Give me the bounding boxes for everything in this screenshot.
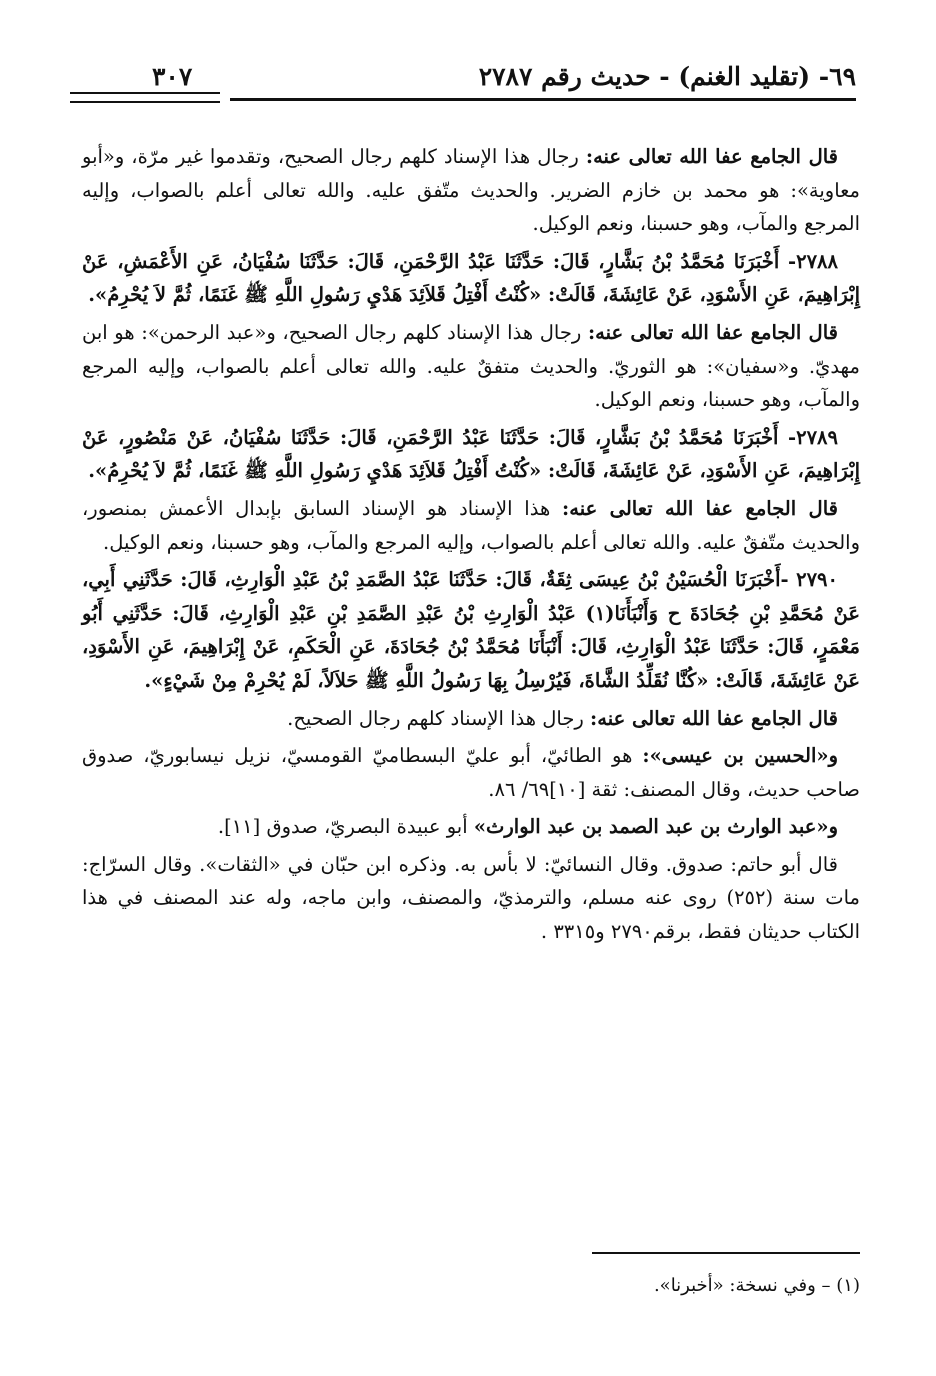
paragraph-comment bbox=[82, 140, 860, 241]
paragraph-text: ٢٧٩٠ -أَخْبَرَنَا الْحُسَيْنُ بْنُ عِيسَى ثِقَةٌ، قَالَ: حَدَّثَنَا عَبْدُ الصَّمَدِ بْنُ عَبْدِ الْوَارِثِ، قَالَ: حَدَّثَنِي أَبِي، عَنْ مُحَمَّدِ بْنِ جُحَادَةَ ح وَأَنْبَأَنَا(١) عَبْدُ الْوَارِثِ بْنُ عَبْدِ الصَّمَدِ بْنِ عَبْدِ الْوَارِثِ، قَالَ: حَدَّثَنِي أَبُو مَعْمَرٍ، قَالَ: حَدَّثَنَا عَبْدُ الْوَارِثِ، قَالَ: أَنْبَأَنَا مُحَمَّدُ بْنُ جُحَادَةَ، عَنِ الْحَكَمِ، عَنْ إِبْرَاهِيمَ، عَنِ الأَسْوَدِ، عَنْ عَائِشَةَ، قَالَتْ: «كُنَّا نُقَلِّدُ الشَّاةَ، فَيُرْسِلُ بِهَا رَسُولُ اللَّهِ ﷺ حَلاَلاً، لَمْ يُحْرِمْ مِنْ شَيْءٍ». bbox=[82, 568, 860, 692]
paragraph-hadith bbox=[82, 245, 860, 312]
paragraph-label: قال الجامع عفا الله تعالى عنه: bbox=[562, 496, 838, 520]
paragraph-text: رجال هذا الإسناد كلهم رجال الصحيح. bbox=[287, 706, 591, 730]
paragraph-comment bbox=[82, 316, 860, 417]
paragraph-hadith bbox=[82, 563, 860, 697]
running-title: ٦٩- (تقليد الغنم) - حديث رقم ٢٧٨٧ bbox=[478, 62, 856, 91]
paragraph-narrator bbox=[82, 810, 860, 844]
main-text bbox=[82, 140, 860, 953]
paragraph-plain bbox=[82, 848, 860, 949]
paragraph-label: قال الجامع عفا الله تعالى عنه: bbox=[587, 320, 838, 344]
page-number: ٣٠٧ bbox=[152, 62, 193, 91]
paragraph-hadith bbox=[82, 421, 860, 488]
header-double-rule bbox=[70, 92, 220, 103]
paragraph-text: أبو عبيدة البصريّ، صدوق [١١]. bbox=[217, 815, 474, 839]
paragraph-text: هو الطائيّ، أبو عليّ البسطاميّ القومسيّ، نزيل نيسابوريّ، صدوق صاحب حديث، وقال المصنف: ثقة [١٠]٦٩/ ٨٦. bbox=[82, 744, 860, 801]
paragraph-label: قال الجامع عفا الله تعالى عنه: bbox=[590, 706, 838, 730]
header-rule bbox=[230, 98, 856, 101]
paragraph-label: و«الحسين بن عيسى»: bbox=[642, 744, 839, 768]
footnote: (١) – وفي نسخة: «أخبرنا». bbox=[653, 1275, 860, 1296]
footnote-rule-line bbox=[592, 1252, 860, 1254]
paragraph-text: رجال هذا الإسناد كلهم رجال الصحيح، وتقدموا غير مرّة، و«أبو معاوية»: هو محمد بن خازم الضرير. والحديث متّفق عليه. والله تعالى أعلم بالصواب، وإليه المرجع والمآب، وهو حسبنا، ونعم الوكيل. bbox=[82, 145, 860, 236]
paragraph-text: ٢٧٨٨- أَخْبَرَنَا مُحَمَّدُ بْنُ بَشَّارٍ، قَالَ: حَدَّثَنَا عَبْدُ الرَّحْمَنِ، قَالَ: حَدَّثَنَا سُفْيَانُ، عَنِ الأَعْمَشِ، عَنْ إِبْرَاهِيمَ، عَنِ الأَسْوَدِ، عَنْ عَائِشَةَ، قَالَتْ: «كُنْتُ أَفْتِلُ قَلاَئِدَ هَدْيِ رَسُولِ اللَّهِ ﷺ غَنَمًا، ثُمَّ لاَ يُحْرِمُ». bbox=[82, 249, 860, 307]
paragraph-comment bbox=[82, 492, 860, 559]
paragraph-label: و«عبد الوارث بن عبد الصمد بن عبد الوارث» bbox=[473, 815, 838, 839]
paragraph-narrator bbox=[82, 739, 860, 806]
paragraph-text: قال أبو حاتم: صدوق. وقال النسائيّ: لا بأس به. وذكره ابن حبّان في «الثقات». وقال السرّاج: مات سنة (٢٥٢) روى عنه مسلم، والترمذيّ، والمصنف، وابن ماجه، وله عند المصنف في هذا الكتاب حديثان فقط، برقم٢٧٩٠ و٣٣١٥ . bbox=[82, 852, 860, 944]
paragraph-label: قال الجامع عفا الله تعالى عنه: bbox=[585, 145, 838, 168]
paragraph-comment bbox=[82, 702, 860, 736]
paragraph-text: هذا الإسناد هو الإسناد السابق بإبدال الأعمش بمنصور، والحديث متّفقٌ عليه. والله تعالى أعلم بالصواب، وإليه المرجع والمآب، وهو حسبنا، ونعم الوكيل. bbox=[82, 496, 860, 554]
footnote-rule bbox=[82, 1252, 860, 1254]
paragraph-text: ٢٧٨٩- أَخْبَرَنَا مُحَمَّدُ بْنُ بَشَّارٍ، قَالَ: حَدَّثَنَا عَبْدُ الرَّحْمَنِ، قَالَ: حَدَّثَنَا سُفْيَانُ، عَنْ مَنْصُورٍ، عَنْ إِبْرَاهِيمَ، عَنِ الأَسْوَدِ، عَنْ عَائِشَةَ، قَالَتْ: «كُنْتُ أَفْتِلُ قَلاَئِدَ هَدْيِ رَسُولِ اللَّهِ ﷺ غَنَمًا، ثُمَّ لاَ يُحْرِمُ». bbox=[82, 425, 860, 483]
page-header bbox=[70, 62, 856, 122]
paragraph-text: رجال هذا الإسناد كلهم رجال الصحيح، و«عبد الرحمن»: هو ابن مهديّ. و«سفيان»: هو الثوريّ. والحديث متفقٌ عليه. والله تعالى أعلم بالصواب، وإليه المرجع والمآب، وهو حسبنا، ونعم الوكيل. bbox=[82, 320, 860, 412]
